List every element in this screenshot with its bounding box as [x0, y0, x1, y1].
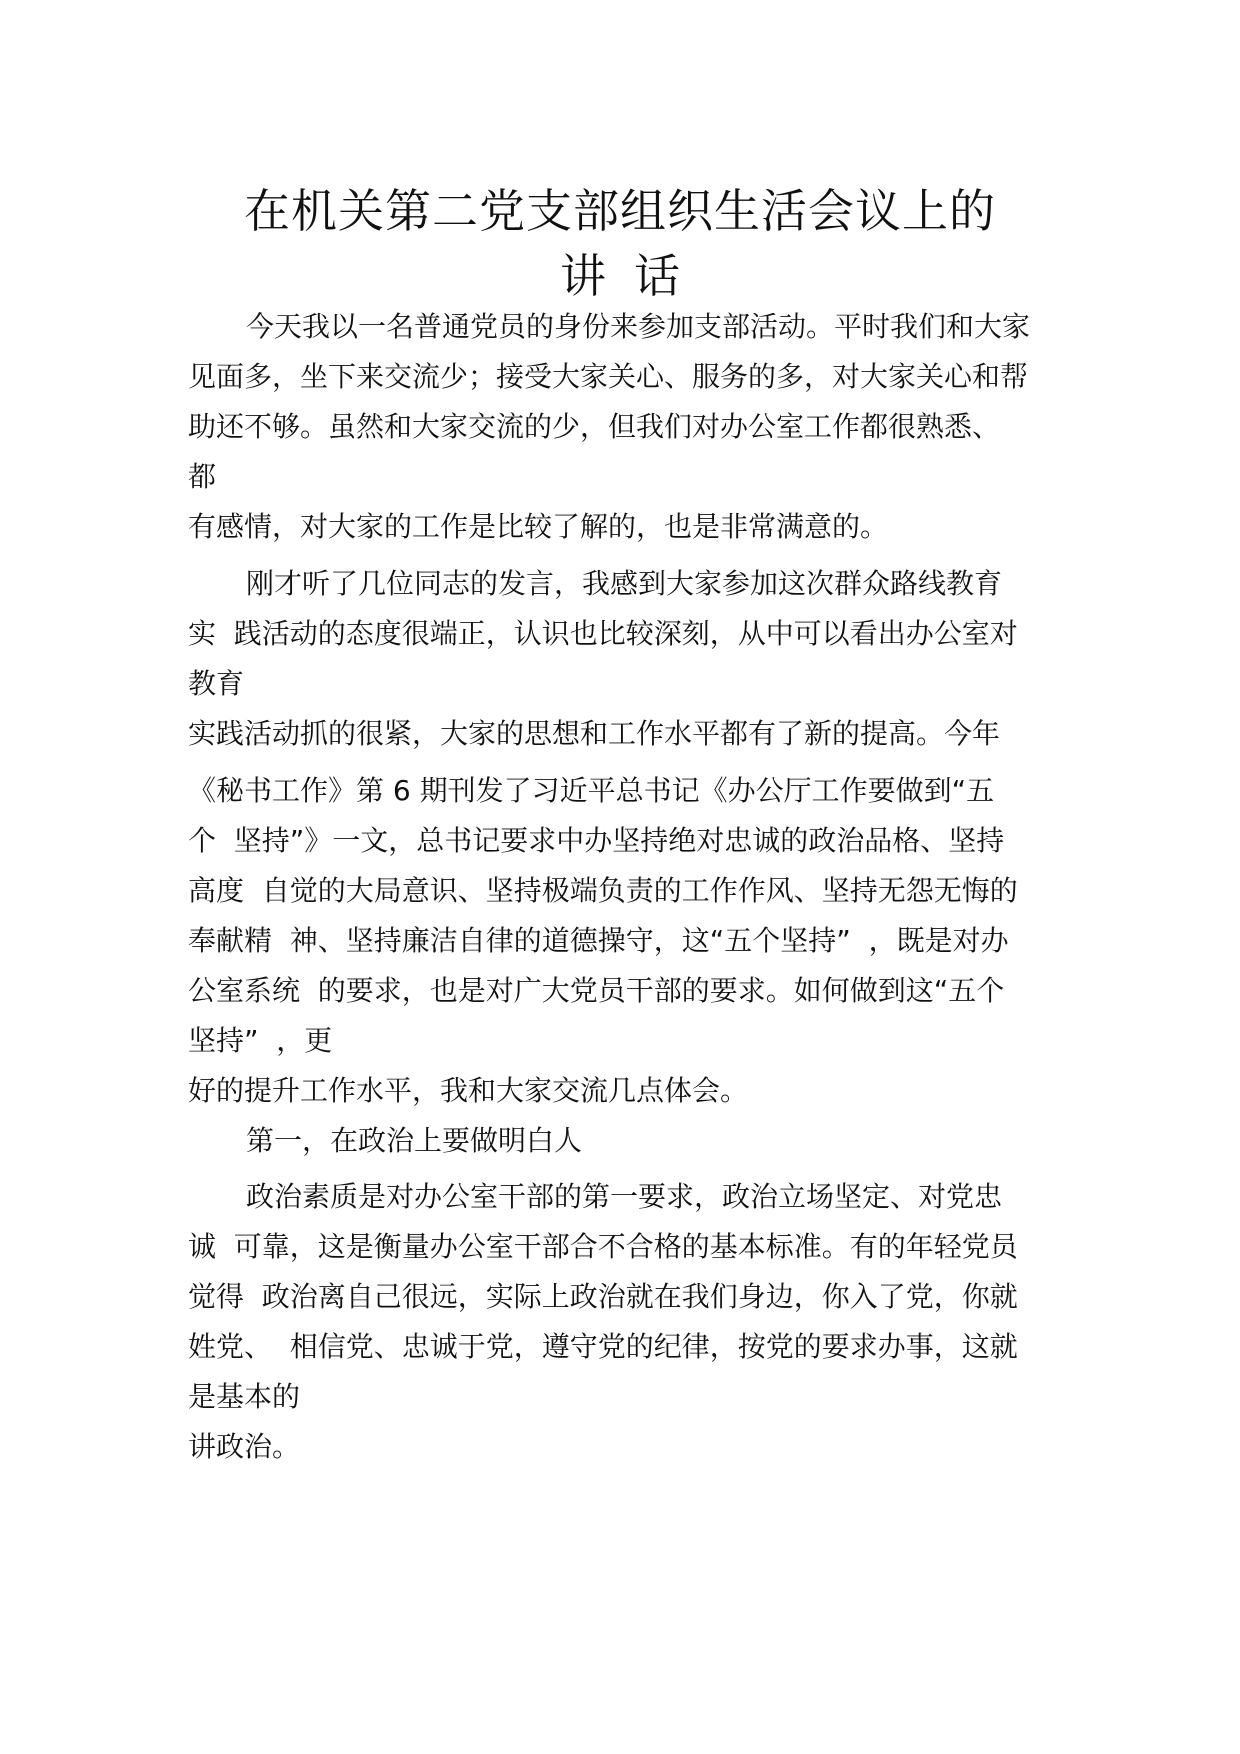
- document-title-speech: 讲话: [560, 249, 708, 303]
- body-line: 都: [188, 460, 217, 493]
- body-line: 实践活动抓的很紧，大家的思想和工作水平都有了新的提高。今年: [188, 717, 1001, 750]
- body-line: 助还不够。虽然和大家交流的少，但我们对办公室工作都很熟悉、: [188, 410, 1001, 443]
- body-line: 姓党、 相信党、忠诚于党，遵守党的纪律，按党的要求办事，这就: [188, 1330, 1018, 1363]
- body-line: 公室系统 的要求，也是对广大党员干部的要求。如何做到这“五个: [188, 974, 1005, 1007]
- body-line: 坚持” ，更: [188, 1024, 333, 1057]
- body-line: 个 坚持”》一文，总书记要求中办坚持绝对忠诚的政治品格、坚持: [188, 824, 1005, 857]
- body-line: 觉得 政治离自己很远，实际上政治就在我们身边，你入了党，你就: [188, 1280, 1018, 1313]
- body-line: 奉献精 神、坚持廉洁自律的道德操守，这“五个坚持” ，既是对办: [188, 924, 1009, 957]
- body-line: 今天我以一名普通党员的身份来参加支部活动。平时我们和大家: [246, 310, 1031, 343]
- body-line: 《秘书工作》第 6 期刊发了习近平总书记《办公厅工作要做到“五: [188, 774, 995, 807]
- body-line: 讲政治。: [188, 1430, 301, 1463]
- body-line: 有感情，对大家的工作是比较了解的，也是非常满意的。: [188, 510, 889, 543]
- body-line: 刚才听了几位同志的发言，我感到大家参加这次群众路线教育: [246, 567, 1003, 600]
- body-line: 好的提升工作水平，我和大家交流几点体会。: [188, 1074, 749, 1107]
- body-line: 实 践活动的态度很端正，认识也比较深刻，从中可以看出办公室对: [188, 617, 1018, 650]
- body-line: 诚 可靠，这是衡量办公室干部合不合格的基本标准。有的年轻党员: [188, 1230, 1018, 1263]
- section-heading: 第一，在政治上要做明白人: [246, 1124, 583, 1157]
- body-line: 政治素质是对办公室干部的第一要求，政治立场坚定、对党忠: [246, 1180, 1003, 1213]
- document-title: 在机关第二党支部组织生活会议上的: [244, 184, 996, 238]
- body-line: 高度 自觉的大局意识、坚持极端负责的工作作风、坚持无怨无悔的: [188, 874, 1018, 907]
- body-line: 教育: [188, 667, 245, 700]
- body-line: 见面多，坐下来交流少；接受大家关心、服务的多，对大家关心和帮: [188, 360, 1029, 393]
- body-line: 是基本的: [188, 1380, 301, 1413]
